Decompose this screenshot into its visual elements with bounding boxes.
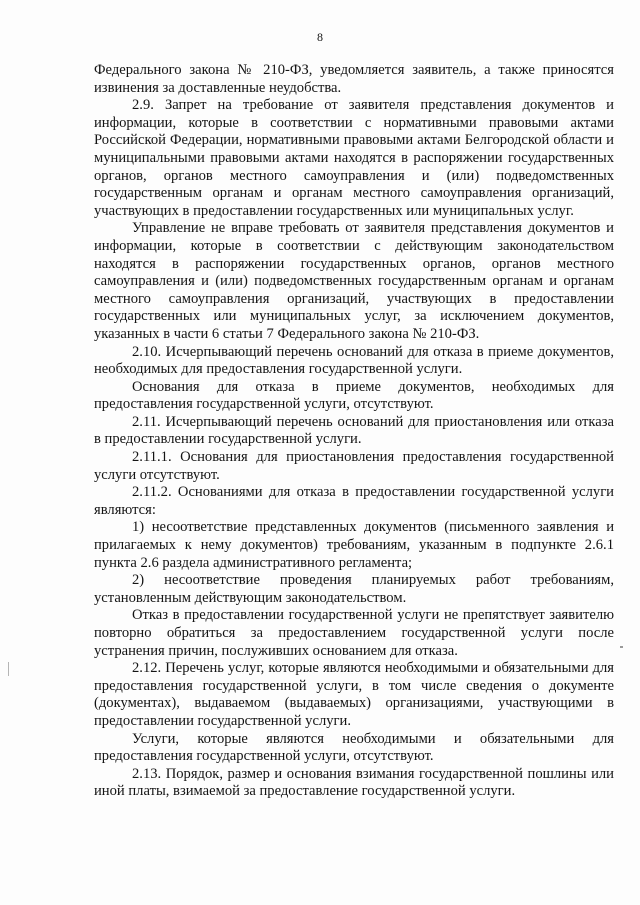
paragraph-2-9: 2.9. Запрет на требование от заявителя представления документов и информации, которые в соответствии с нормативными правовыми актами Российской Федерации, нормативными правовыми актами Белгородской области и муниципальными правовыми актами находятся в распоряжении государственных органов, органов местного самоуправления и (или) подведомственных государственным органам и органам местного самоуправления организаций, участвующих в предоставлении государственных или муниципальных услуг.: [94, 97, 614, 219]
paragraph-2-11: 2.11. Исчерпывающий перечень оснований для приостановления или отказа в предоставлении государственной услуги.: [94, 413, 614, 448]
paragraph-2-12: 2.12. Перечень услуг, которые являются необходимыми и обязательными для предоставления государственной услуги, в том числе сведения о документе (документах), выдаваемом (выдаваемых) организациями, участвующими в предоставлении государственной услуги.: [94, 660, 614, 729]
paragraph-2-13: 2.13. Порядок, размер и основания взимания государственной пошлины или иной платы, взимаемой за предоставление государственной услуги.: [94, 765, 614, 800]
list-item-2: 2) несоответствие проведения планируемых работ требованиям, установленным действующим законодательством.: [94, 572, 614, 606]
paragraph-department-restriction: Управление не вправе требовать от заявителя представления документов и информации, которые в соответствии с действующим законодательством находятся в распоряжении государственных органов, органов местного самоуправления и (или) подведомственных государственным органам и органам местного самоуправления организаций, участвующих в предоставлении государственных или муниципальных услуг, за исключением документов, указанных в части 6 статьи 7 Федерального закона № 210-ФЗ.: [94, 220, 614, 342]
paragraph-refusal-note: Отказ в предоставлении государственной услуги не препятствует заявителю повторно обратиться за предоставлением государственной услуги после устранения причин, послуживших основанием для отказа.: [94, 607, 614, 659]
paragraph-2-11-2: 2.11.2. Основаниями для отказа в предоставлении государственной услуги являются:: [94, 484, 614, 518]
paragraph-no-refusal-grounds: Основания для отказа в приеме документов, необходимых для предоставления государственной услуги, отсутствуют.: [94, 378, 614, 413]
list-item-1: 1) несоответствие представленных документов (письменного заявления и прилагаемых к нему документов) требованиям, указанным в подпункте 2.6.1 пункта 2.6 раздела административного регламента;: [94, 519, 614, 571]
paragraph-2-10: 2.10. Исчерпывающий перечень оснований для отказа в приеме документов, необходимых для предоставления государственной услуги.: [94, 343, 614, 378]
paragraph-no-required-services: Услуги, которые являются необходимыми и обязательными для предоставления государственной услуги, отсутствуют.: [94, 730, 614, 765]
paragraph-2-11-1: 2.11.1. Основания для приостановления предоставления государственной услуги отсутствуют.: [94, 449, 614, 483]
page-number: 8: [317, 30, 323, 44]
scan-margin-mark: [8, 662, 9, 676]
paragraph-continuation: Федерального закона № 210-ФЗ, уведомляется заявитель, а также приносятся извинения за доставленные неудобства.: [94, 62, 614, 96]
document-body: [94, 62, 614, 801]
scan-speck: [620, 646, 623, 648]
